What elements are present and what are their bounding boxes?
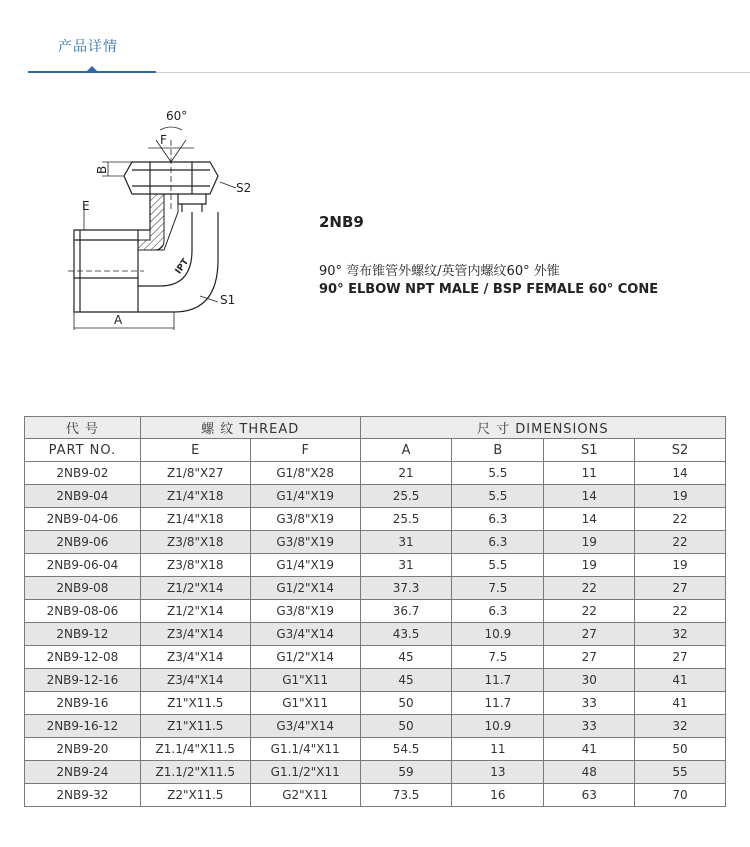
cell-part-no: 2NB9-12 (25, 623, 141, 646)
cell-a: 54.5 (360, 738, 452, 761)
cell-part-no: 2NB9-24 (25, 761, 141, 784)
table-row (25, 600, 726, 623)
cell-e: Z1.1/4"X11.5 (140, 738, 250, 761)
cell-f: G1/4"X19 (250, 485, 360, 508)
cell-s1: 30 (544, 669, 635, 692)
cell-e: Z1/4"X18 (140, 508, 250, 531)
cell-b: 6.3 (452, 508, 544, 531)
cell-b: 5.5 (452, 462, 544, 485)
cell-part-no: 2NB9-32 (25, 784, 141, 807)
cell-b: 10.9 (452, 715, 544, 738)
cell-s2: 41 (635, 692, 726, 715)
cell-a: 25.5 (360, 508, 452, 531)
header-thread: 螺 纹 THREAD (140, 417, 360, 439)
cell-part-no: 2NB9-16 (25, 692, 141, 715)
cell-a: 45 (360, 669, 452, 692)
cell-s2: 41 (635, 669, 726, 692)
cell-s2: 50 (635, 738, 726, 761)
cell-a: 43.5 (360, 623, 452, 646)
cell-b: 11 (452, 738, 544, 761)
cell-part-no: 2NB9-20 (25, 738, 141, 761)
cell-s1: 22 (544, 600, 635, 623)
cell-a: 50 (360, 715, 452, 738)
cell-s2: 32 (635, 623, 726, 646)
cell-s2: 19 (635, 554, 726, 577)
cell-a: 50 (360, 692, 452, 715)
cell-e: Z1"X11.5 (140, 692, 250, 715)
cell-part-no: 2NB9-06 (25, 531, 141, 554)
cell-s1: 14 (544, 508, 635, 531)
header-f: F (250, 439, 360, 462)
cell-f: G3/4"X14 (250, 623, 360, 646)
cell-s1: 33 (544, 692, 635, 715)
table-row (25, 715, 726, 738)
spec-table (24, 416, 726, 807)
cell-a: 59 (360, 761, 452, 784)
cell-e: Z3/8"X18 (140, 531, 250, 554)
cell-s1: 33 (544, 715, 635, 738)
cell-a: 45 (360, 646, 452, 669)
cell-s2: 27 (635, 646, 726, 669)
table-row (25, 577, 726, 600)
cell-s2: 14 (635, 462, 726, 485)
product-code: 2NB9 (319, 213, 364, 231)
cell-e: Z1/2"X14 (140, 577, 250, 600)
cell-s1: 41 (544, 738, 635, 761)
cell-b: 10.9 (452, 623, 544, 646)
e-label: E (82, 199, 90, 213)
cell-part-no: 2NB9-06-04 (25, 554, 141, 577)
cell-f: G2"X11 (250, 784, 360, 807)
header-part-no: PART NO. (25, 439, 141, 462)
cell-b: 7.5 (452, 577, 544, 600)
cell-f: G3/8"X19 (250, 531, 360, 554)
cell-e: Z2"X11.5 (140, 784, 250, 807)
cell-a: 25.5 (360, 485, 452, 508)
cell-f: G1/2"X14 (250, 646, 360, 669)
elbow-fitting-drawing (60, 100, 280, 330)
cell-b: 16 (452, 784, 544, 807)
product-description-en: 90° ELBOW NPT MALE / BSP FEMALE 60° CONE (319, 282, 659, 297)
cell-s1: 27 (544, 646, 635, 669)
tab-active-underline (28, 71, 156, 73)
cell-f: G1.1/4"X11 (250, 738, 360, 761)
cell-b: 5.5 (452, 485, 544, 508)
header-e: E (140, 439, 250, 462)
table-row (25, 623, 726, 646)
cell-e: Z3/8"X18 (140, 554, 250, 577)
cell-s2: 22 (635, 600, 726, 623)
cell-part-no: 2NB9-08-06 (25, 600, 141, 623)
cell-f: G3/8"X19 (250, 508, 360, 531)
header-dimensions: 尺 寸 DIMENSIONS (360, 417, 725, 439)
cell-s1: 19 (544, 554, 635, 577)
cell-f: G1"X11 (250, 669, 360, 692)
cell-s1: 27 (544, 623, 635, 646)
table-row (25, 554, 726, 577)
cell-s2: 55 (635, 761, 726, 784)
cell-part-no: 2NB9-08 (25, 577, 141, 600)
table-row (25, 784, 726, 807)
cell-e: Z3/4"X14 (140, 669, 250, 692)
cell-e: Z1/4"X18 (140, 485, 250, 508)
cell-part-no: 2NB9-12-08 (25, 646, 141, 669)
tab-caret-icon (87, 66, 97, 71)
cell-part-no: 2NB9-16-12 (25, 715, 141, 738)
cell-b: 5.5 (452, 554, 544, 577)
cell-s2: 19 (635, 485, 726, 508)
cell-s1: 63 (544, 784, 635, 807)
cell-f: G3/8"X19 (250, 600, 360, 623)
cell-e: Z1/8"X27 (140, 462, 250, 485)
angle-label: 60° (166, 109, 188, 123)
table-row (25, 669, 726, 692)
cell-s2: 32 (635, 715, 726, 738)
cell-f: G1"X11 (250, 692, 360, 715)
tab-product-details[interactable]: 产品详情 (58, 39, 118, 55)
cell-a: 31 (360, 531, 452, 554)
cell-s2: 22 (635, 531, 726, 554)
cell-b: 6.3 (452, 531, 544, 554)
cell-s1: 14 (544, 485, 635, 508)
table-row (25, 485, 726, 508)
cell-b: 13 (452, 761, 544, 784)
header-s1: S1 (544, 439, 635, 462)
table-row (25, 738, 726, 761)
cell-a: 31 (360, 554, 452, 577)
cell-f: G1/2"X14 (250, 577, 360, 600)
cell-part-no: 2NB9-04-06 (25, 508, 141, 531)
header-s2: S2 (635, 439, 726, 462)
detail-tab-bar (0, 0, 750, 80)
cell-b: 7.5 (452, 646, 544, 669)
cell-e: Z1.1/2"X11.5 (140, 761, 250, 784)
cell-a: 36.7 (360, 600, 452, 623)
cell-e: Z1"X11.5 (140, 715, 250, 738)
cell-f: G1/8"X28 (250, 462, 360, 485)
cell-b: 11.7 (452, 692, 544, 715)
cell-e: Z3/4"X14 (140, 646, 250, 669)
cell-a: 21 (360, 462, 452, 485)
cell-s1: 48 (544, 761, 635, 784)
f-label: F (160, 133, 167, 147)
cell-part-no: 2NB9-02 (25, 462, 141, 485)
table-row (25, 508, 726, 531)
cell-s2: 27 (635, 577, 726, 600)
s2-label: S2 (236, 181, 252, 195)
cell-s1: 11 (544, 462, 635, 485)
table-row (25, 646, 726, 669)
cell-part-no: 2NB9-12-16 (25, 669, 141, 692)
table-row (25, 462, 726, 485)
table-row (25, 761, 726, 784)
cell-b: 11.7 (452, 669, 544, 692)
b-label: B (95, 165, 109, 174)
cell-s1: 22 (544, 577, 635, 600)
header-code-cn: 代 号 (25, 417, 141, 439)
cell-a: 73.5 (360, 784, 452, 807)
header-b: B (452, 439, 544, 462)
cell-s1: 19 (544, 531, 635, 554)
cell-s2: 70 (635, 784, 726, 807)
cell-f: G1.1/2"X11 (250, 761, 360, 784)
cell-b: 6.3 (452, 600, 544, 623)
cell-a: 37.3 (360, 577, 452, 600)
table-row (25, 531, 726, 554)
cell-part-no: 2NB9-04 (25, 485, 141, 508)
cell-e: Z1/2"X14 (140, 600, 250, 623)
product-description-cn: 90° 弯布锥管外螺纹/英管内螺纹60° 外锥 (319, 264, 560, 279)
header-a: A (360, 439, 452, 462)
s1-label: S1 (220, 293, 236, 307)
ipt-mark: IPT (173, 257, 192, 277)
cell-e: Z3/4"X14 (140, 623, 250, 646)
table-row (25, 692, 726, 715)
cell-s2: 22 (635, 508, 726, 531)
a-label: A (114, 313, 123, 327)
cell-f: G3/4"X14 (250, 715, 360, 738)
cell-f: G1/4"X19 (250, 554, 360, 577)
tab-divider (156, 72, 750, 73)
